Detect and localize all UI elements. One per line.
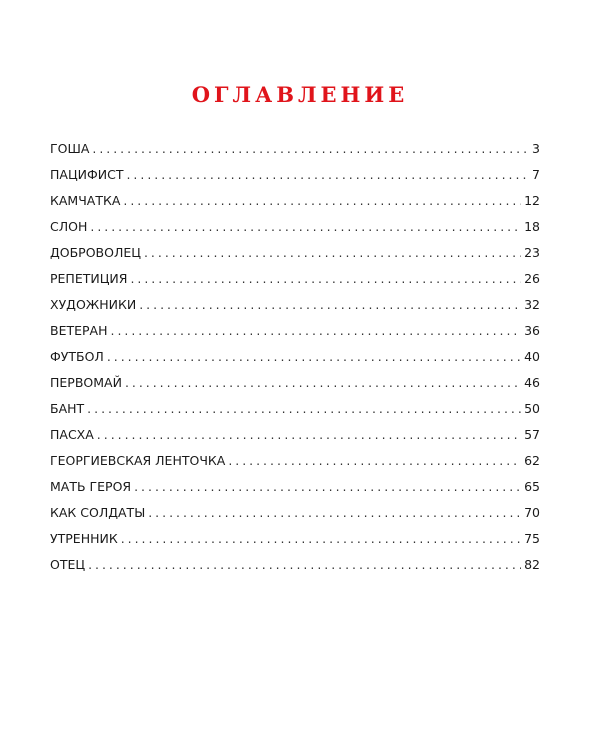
toc-entry-title: ГОША: [50, 141, 90, 156]
toc-entry[interactable]: [50, 245, 540, 271]
toc-entry-title: ХУДОЖНИКИ: [50, 297, 137, 312]
dot-leader: [144, 245, 521, 260]
dot-leader: [228, 453, 521, 468]
toc-entry-page: 75: [524, 531, 540, 546]
toc-entry[interactable]: [50, 141, 540, 167]
toc-entry[interactable]: [50, 427, 540, 453]
toc-entry[interactable]: [50, 271, 540, 297]
toc-entry[interactable]: [50, 375, 540, 401]
dot-leader: [88, 557, 521, 572]
toc-entry-title: ПАСХА: [50, 427, 94, 442]
toc-entry-page: 26: [524, 271, 540, 286]
toc-entry-page: 70: [524, 505, 540, 520]
toc-entry-page: 40: [524, 349, 540, 364]
dot-leader: [130, 271, 521, 286]
toc-entry-title: ВЕТЕРАН: [50, 323, 108, 338]
toc-entry[interactable]: [50, 453, 540, 479]
toc-entry[interactable]: [50, 323, 540, 349]
toc-entry[interactable]: [50, 167, 540, 193]
toc-entry-title: УТРЕННИК: [50, 531, 118, 546]
table-of-contents: [50, 141, 540, 583]
toc-entry-title: КАМЧАТКА: [50, 193, 121, 208]
toc-entry[interactable]: [50, 401, 540, 427]
toc-entry-title: СЛОН: [50, 219, 88, 234]
dot-leader: [139, 297, 521, 312]
toc-entry[interactable]: [50, 297, 540, 323]
toc-entry[interactable]: [50, 531, 540, 557]
toc-entry-title: ОТЕЦ: [50, 557, 86, 572]
toc-entry-title: ПЕРВОМАЙ: [50, 375, 122, 390]
toc-entry-title: ПАЦИФИСТ: [50, 167, 124, 182]
toc-entry-page: 36: [524, 323, 540, 338]
dot-leader: [111, 323, 522, 338]
toc-entry[interactable]: [50, 219, 540, 245]
toc-entry-page: 65: [524, 479, 540, 494]
toc-entry[interactable]: [50, 193, 540, 219]
toc-entry-page: 82: [524, 557, 540, 572]
toc-entry-title: КАК СОЛДАТЫ: [50, 505, 146, 520]
dot-leader: [121, 531, 521, 546]
toc-entry-title: РЕПЕТИЦИЯ: [50, 271, 128, 286]
dot-leader: [87, 401, 521, 416]
dot-leader: [126, 167, 529, 182]
toc-entry-page: 23: [524, 245, 540, 260]
page-title: ОГЛАВЛЕНИЕ: [191, 82, 409, 107]
toc-entry[interactable]: [50, 557, 540, 583]
toc-entry-page: 57: [524, 427, 540, 442]
toc-entry-page: 7: [532, 167, 540, 182]
toc-entry-page: 3: [532, 141, 540, 156]
toc-entry-page: 32: [524, 297, 540, 312]
toc-entry-page: 46: [524, 375, 540, 390]
dot-leader: [107, 349, 521, 364]
toc-entry[interactable]: [50, 479, 540, 505]
dot-leader: [92, 141, 529, 156]
toc-entry[interactable]: [50, 349, 540, 375]
dot-leader: [134, 479, 521, 494]
dot-leader: [90, 219, 521, 234]
toc-entry-title: БАНТ: [50, 401, 85, 416]
dot-leader: [123, 193, 521, 208]
dot-leader: [148, 505, 521, 520]
toc-entry[interactable]: [50, 505, 540, 531]
toc-entry-page: 50: [524, 401, 540, 416]
toc-entry-title: ДОБРОВОЛЕЦ: [50, 245, 141, 260]
toc-entry-page: 62: [524, 453, 540, 468]
toc-entry-title: МАТЬ ГЕРОЯ: [50, 479, 132, 494]
toc-entry-page: 18: [524, 219, 540, 234]
toc-entry-page: 12: [524, 193, 540, 208]
dot-leader: [125, 375, 521, 390]
toc-entry-title: ФУТБОЛ: [50, 349, 104, 364]
toc-entry-title: ГЕОРГИЕВСКАЯ ЛЕНТОЧКА: [50, 453, 226, 468]
dot-leader: [97, 427, 521, 442]
